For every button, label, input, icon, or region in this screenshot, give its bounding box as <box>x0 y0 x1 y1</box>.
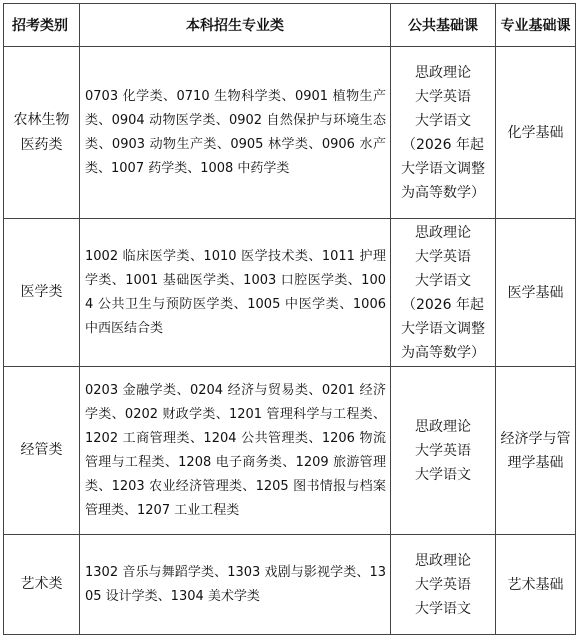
public-courses-cell <box>391 47 496 219</box>
public-courses-cell <box>391 367 496 535</box>
professional-course-cell: 经济学与管理学基础 <box>496 367 576 535</box>
professional-course-cell: 医学基础 <box>496 219 576 367</box>
table-row <box>4 367 576 535</box>
public-course: 大学语文 <box>415 272 471 289</box>
category-cell: 艺术类 <box>4 535 80 635</box>
majors-cell: 1302 音乐与舞蹈学类、1303 戏剧与影视学类、1305 设计学类、1304 美术学类 <box>80 535 391 635</box>
public-course: 思政理论 <box>415 418 471 435</box>
header-category: 招考类别 <box>4 4 80 47</box>
table-row <box>4 535 576 635</box>
public-course: 大学语文 <box>415 112 471 129</box>
header-public-courses: 公共基础课 <box>391 4 496 47</box>
admission-table <box>3 3 576 635</box>
public-course: 思政理论 <box>415 552 471 569</box>
public-course-note: （2026 年起大学语文调整为高等数学） <box>401 296 485 361</box>
majors-cell: 0703 化学类、0710 生物科学类、0901 植物生产类、0904 动物医学类、0902 自然保护与环境生态类、0903 动物生产类、0905 林学类、0906 水产类、1007 药学类、1008 中药学类 <box>80 47 391 219</box>
public-course-note: （2026 年起大学语文调整为高等数学） <box>401 136 485 201</box>
public-course: 大学英语 <box>415 248 471 265</box>
public-courses-cell <box>391 219 496 367</box>
public-course: 思政理论 <box>415 224 471 241</box>
table-row <box>4 47 576 219</box>
professional-course-cell: 化学基础 <box>496 47 576 219</box>
public-course: 大学语文 <box>415 466 471 483</box>
majors-cell: 1002 临床医学类、1010 医学技术类、1011 护理学类、1001 基础医学类、1003 口腔医学类、1004 公共卫生与预防医学类、1005 中医学类、1006 中西医结合类 <box>80 219 391 367</box>
public-course: 大学语文 <box>415 600 471 617</box>
table-row <box>4 219 576 367</box>
public-course: 思政理论 <box>415 64 471 81</box>
table-header-row <box>4 4 576 47</box>
public-course: 大学英语 <box>415 88 471 105</box>
category-cell: 医学类 <box>4 219 80 367</box>
header-majors: 本科招生专业类 <box>80 4 391 47</box>
category-cell: 农林生物医药类 <box>4 47 80 219</box>
professional-course-cell: 艺术基础 <box>496 535 576 635</box>
public-course: 大学英语 <box>415 442 471 459</box>
majors-cell: 0203 金融学类、0204 经济与贸易类、0201 经济学类、0202 财政学类、1201 管理科学与工程类、1202 工商管理类、1204 公共管理类、1206 物流管理与工程类、1208 电子商务类、1209 旅游管理类、1203 农业经济管理类、1205 图书情报与档案管理类、1207 工业工程类 <box>80 367 391 535</box>
public-courses-cell <box>391 535 496 635</box>
header-professional-courses: 专业基础课 <box>496 4 576 47</box>
public-course: 大学英语 <box>415 576 471 593</box>
category-cell: 经管类 <box>4 367 80 535</box>
